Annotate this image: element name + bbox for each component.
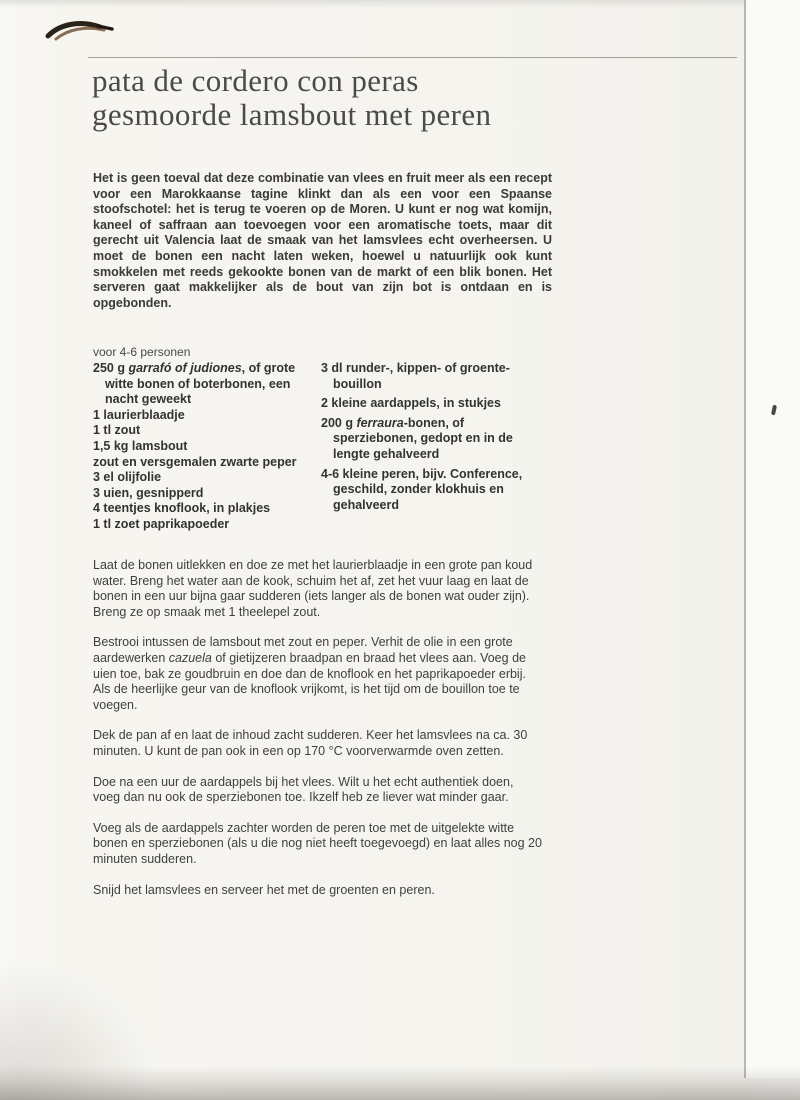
instructions-section (93, 558, 542, 913)
instruction-paragraph: Bestrooi intussen de lamsbout met zout en peper. Verhit de olie in een grote aardewerken cazuela of gietijzeren braadpan en braad het vlees aan. Voeg de uien toe, bak ze goudbruin en doe dan de knoflook en het paprikapoeder erbij. Als de heerlijke geur van de knoflook vrijkomt, is het tijd om de bouillon toe te voegen. (93, 635, 526, 712)
ingredients-right-column (321, 361, 549, 533)
instruction-paragraph: Snijd het lamsvlees en serveer het met de groenten en peren. (93, 882, 435, 897)
recipe-title-spanish: pata de cordero con peras (92, 63, 419, 98)
ingredients-section (93, 361, 553, 533)
ingredient-item: 250 g garrafó of judiones, of grote witte bonen of boterbonen, een nacht geweekt (93, 361, 296, 407)
ingredient-item: 1 tl zout (93, 423, 141, 438)
ingredient-item: 1 tl zoet paprikapoeder (93, 516, 230, 531)
scan-top-shade (0, 0, 800, 8)
ingredient-item: 3 dl runder-, kippen- of groente-bouillon (321, 361, 510, 391)
instruction-paragraph: Laat de bonen uitlekken en doe ze met het laurierblaadje in een grote pan koud water. Breng het water aan de kook, schuim het af, zet het vuur laag en laat de bonen in een uur bijna gaar sudderen (iets langer als de bonen wat ouder zijn). Breng ze op smaak met 1 theelepel zout. (93, 558, 533, 619)
ingredient-item: 2 kleine aardappels, in stukjes (321, 396, 501, 411)
scan-right-margin (746, 0, 800, 1078)
ingredient-item: 4 teentjes knoflook, in plakjes (93, 501, 271, 516)
ingredients-left-column (93, 361, 317, 533)
ingredient-item: 1 laurierblaadje (93, 407, 185, 422)
ingredient-item: 1,5 kg lamsbout (93, 438, 188, 453)
instruction-paragraph: Voeg als de aardappels zachter worden de peren toe met de uitgelekte witte bonen en sperziebonen (als u die nog niet heeft toegevoegd) en laat alles nog 20 minuten sudderen. (93, 820, 542, 866)
ingredient-item: 3 el olijfolie (93, 470, 162, 485)
serves-line: voor 4-6 personen (93, 345, 191, 359)
scan-right-edge-line (744, 0, 746, 1078)
staple-mark (42, 16, 120, 46)
ingredient-item: 3 uien, gesnipperd (93, 485, 204, 500)
top-rule (88, 57, 737, 58)
ingredient-item: 200 g ferraura-bonen, of sperziebonen, gedopt en in de lengte gehalveerd (321, 415, 513, 461)
instruction-paragraph: Dek de pan af en laat de inhoud zacht sudderen. Keer het lamsvlees na ca. 30 minuten. U kunt de pan ook in een op 170 °C voorverwarmde oven zetten. (93, 728, 528, 758)
recipe-title (92, 64, 491, 132)
intro-paragraph: Het is geen toeval dat deze combinatie van vlees en fruit meer als een recept voor een Marokkaanse tagine klinkt dan als een voor een Spaanse stoofschotel: het is terug te voeren op de Moren. U kunt er nog wat komijn, kaneel of saffraan aan toevoegen voor een aromatische toets, maar dit gerecht uit Valencia laat de smaak van het lamsvlees echt overheersen. U moet de bonen een nacht laten weken, hoewel u natuurlijk ook kunt smokkelen met reeds gekookte bonen van de markt of een blik bonen. Het serveren gaat makkelijker als de bout van zijn bot is ontdaan en is opgebonden. (93, 171, 552, 310)
recipe-title-dutch: gesmoorde lamsbout met peren (92, 97, 492, 132)
scan-bottom-shadow (0, 1066, 800, 1100)
instruction-paragraph: Doe na een uur de aardappels bij het vlees. Wilt u het echt authentiek doen, voeg dan nu ook de sperziebonen toe. Ikzelf heb ze liever wat minder gaar. (93, 774, 514, 805)
ingredient-item: 4-6 kleine peren, bijv. Conference, geschild, zonder klokhuis en gehalveerd (321, 466, 523, 512)
ingredient-item: zout en versgemalen zwarte peper (93, 454, 297, 469)
